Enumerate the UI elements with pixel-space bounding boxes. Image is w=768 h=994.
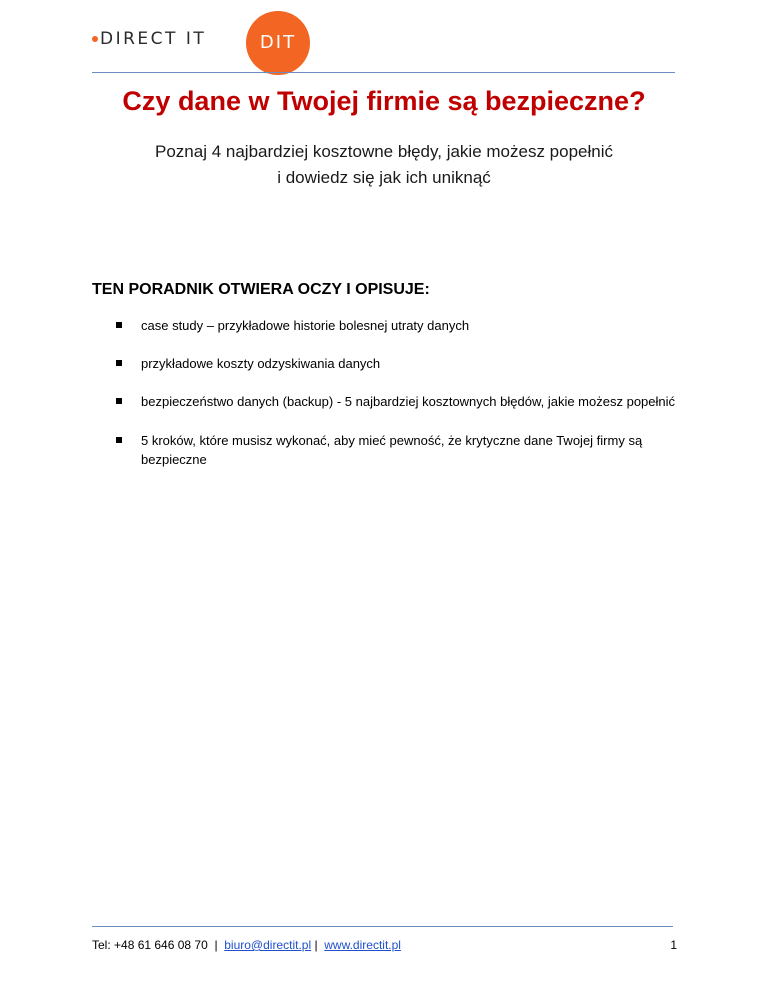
subtitle-line-2: i dowiedz się jak ich uniknąć <box>277 168 491 187</box>
page-header <box>0 0 768 72</box>
footer-website-link[interactable]: www.directit.pl <box>324 938 401 952</box>
section-heading: TEN PORADNIK OTWIERA OCZY I OPISUJE: <box>92 281 430 298</box>
bullet-square-icon <box>116 437 122 443</box>
logo-wordmark: DIRECT IT <box>100 29 207 49</box>
bullet-square-icon <box>116 398 122 404</box>
list-item <box>92 392 682 411</box>
footer-phone: Tel: +48 61 646 08 70 <box>92 938 208 952</box>
footer-separator: | <box>314 938 318 952</box>
subtitle-line-1: Poznaj 4 najbardziej kosztowne błędy, jakie możesz popełnić <box>155 142 613 161</box>
bullet-square-icon <box>116 360 122 366</box>
list-item <box>92 431 682 469</box>
footer-separator: | <box>214 938 218 952</box>
footer-email-link[interactable]: biuro@directit.pl <box>224 938 312 952</box>
list-item <box>92 316 682 335</box>
page-footer <box>92 936 677 954</box>
list-item-text: bezpieczeństwo danych (backup) - 5 najbardziej kosztownych błędów, jakie możesz popełnić <box>141 394 676 409</box>
list-item <box>92 354 682 373</box>
logo-badge: DIT <box>246 11 310 75</box>
footer-divider <box>92 926 673 927</box>
page-title: Czy dane w Twojej firmie są bezpieczne? <box>122 86 646 116</box>
list-item-text: case study – przykładowe historie bolesnej utraty danych <box>141 318 470 333</box>
header-divider <box>92 72 675 73</box>
page-number: 1 <box>670 938 677 952</box>
bullet-list <box>92 316 682 469</box>
bullet-square-icon <box>116 322 122 328</box>
list-item-text: przykładowe koszty odzyskiwania danych <box>141 356 381 371</box>
list-item-text: 5 kroków, które musisz wykonać, aby mieć pewność, że krytyczne dane Twojej firmy są bezpieczne <box>141 433 643 467</box>
